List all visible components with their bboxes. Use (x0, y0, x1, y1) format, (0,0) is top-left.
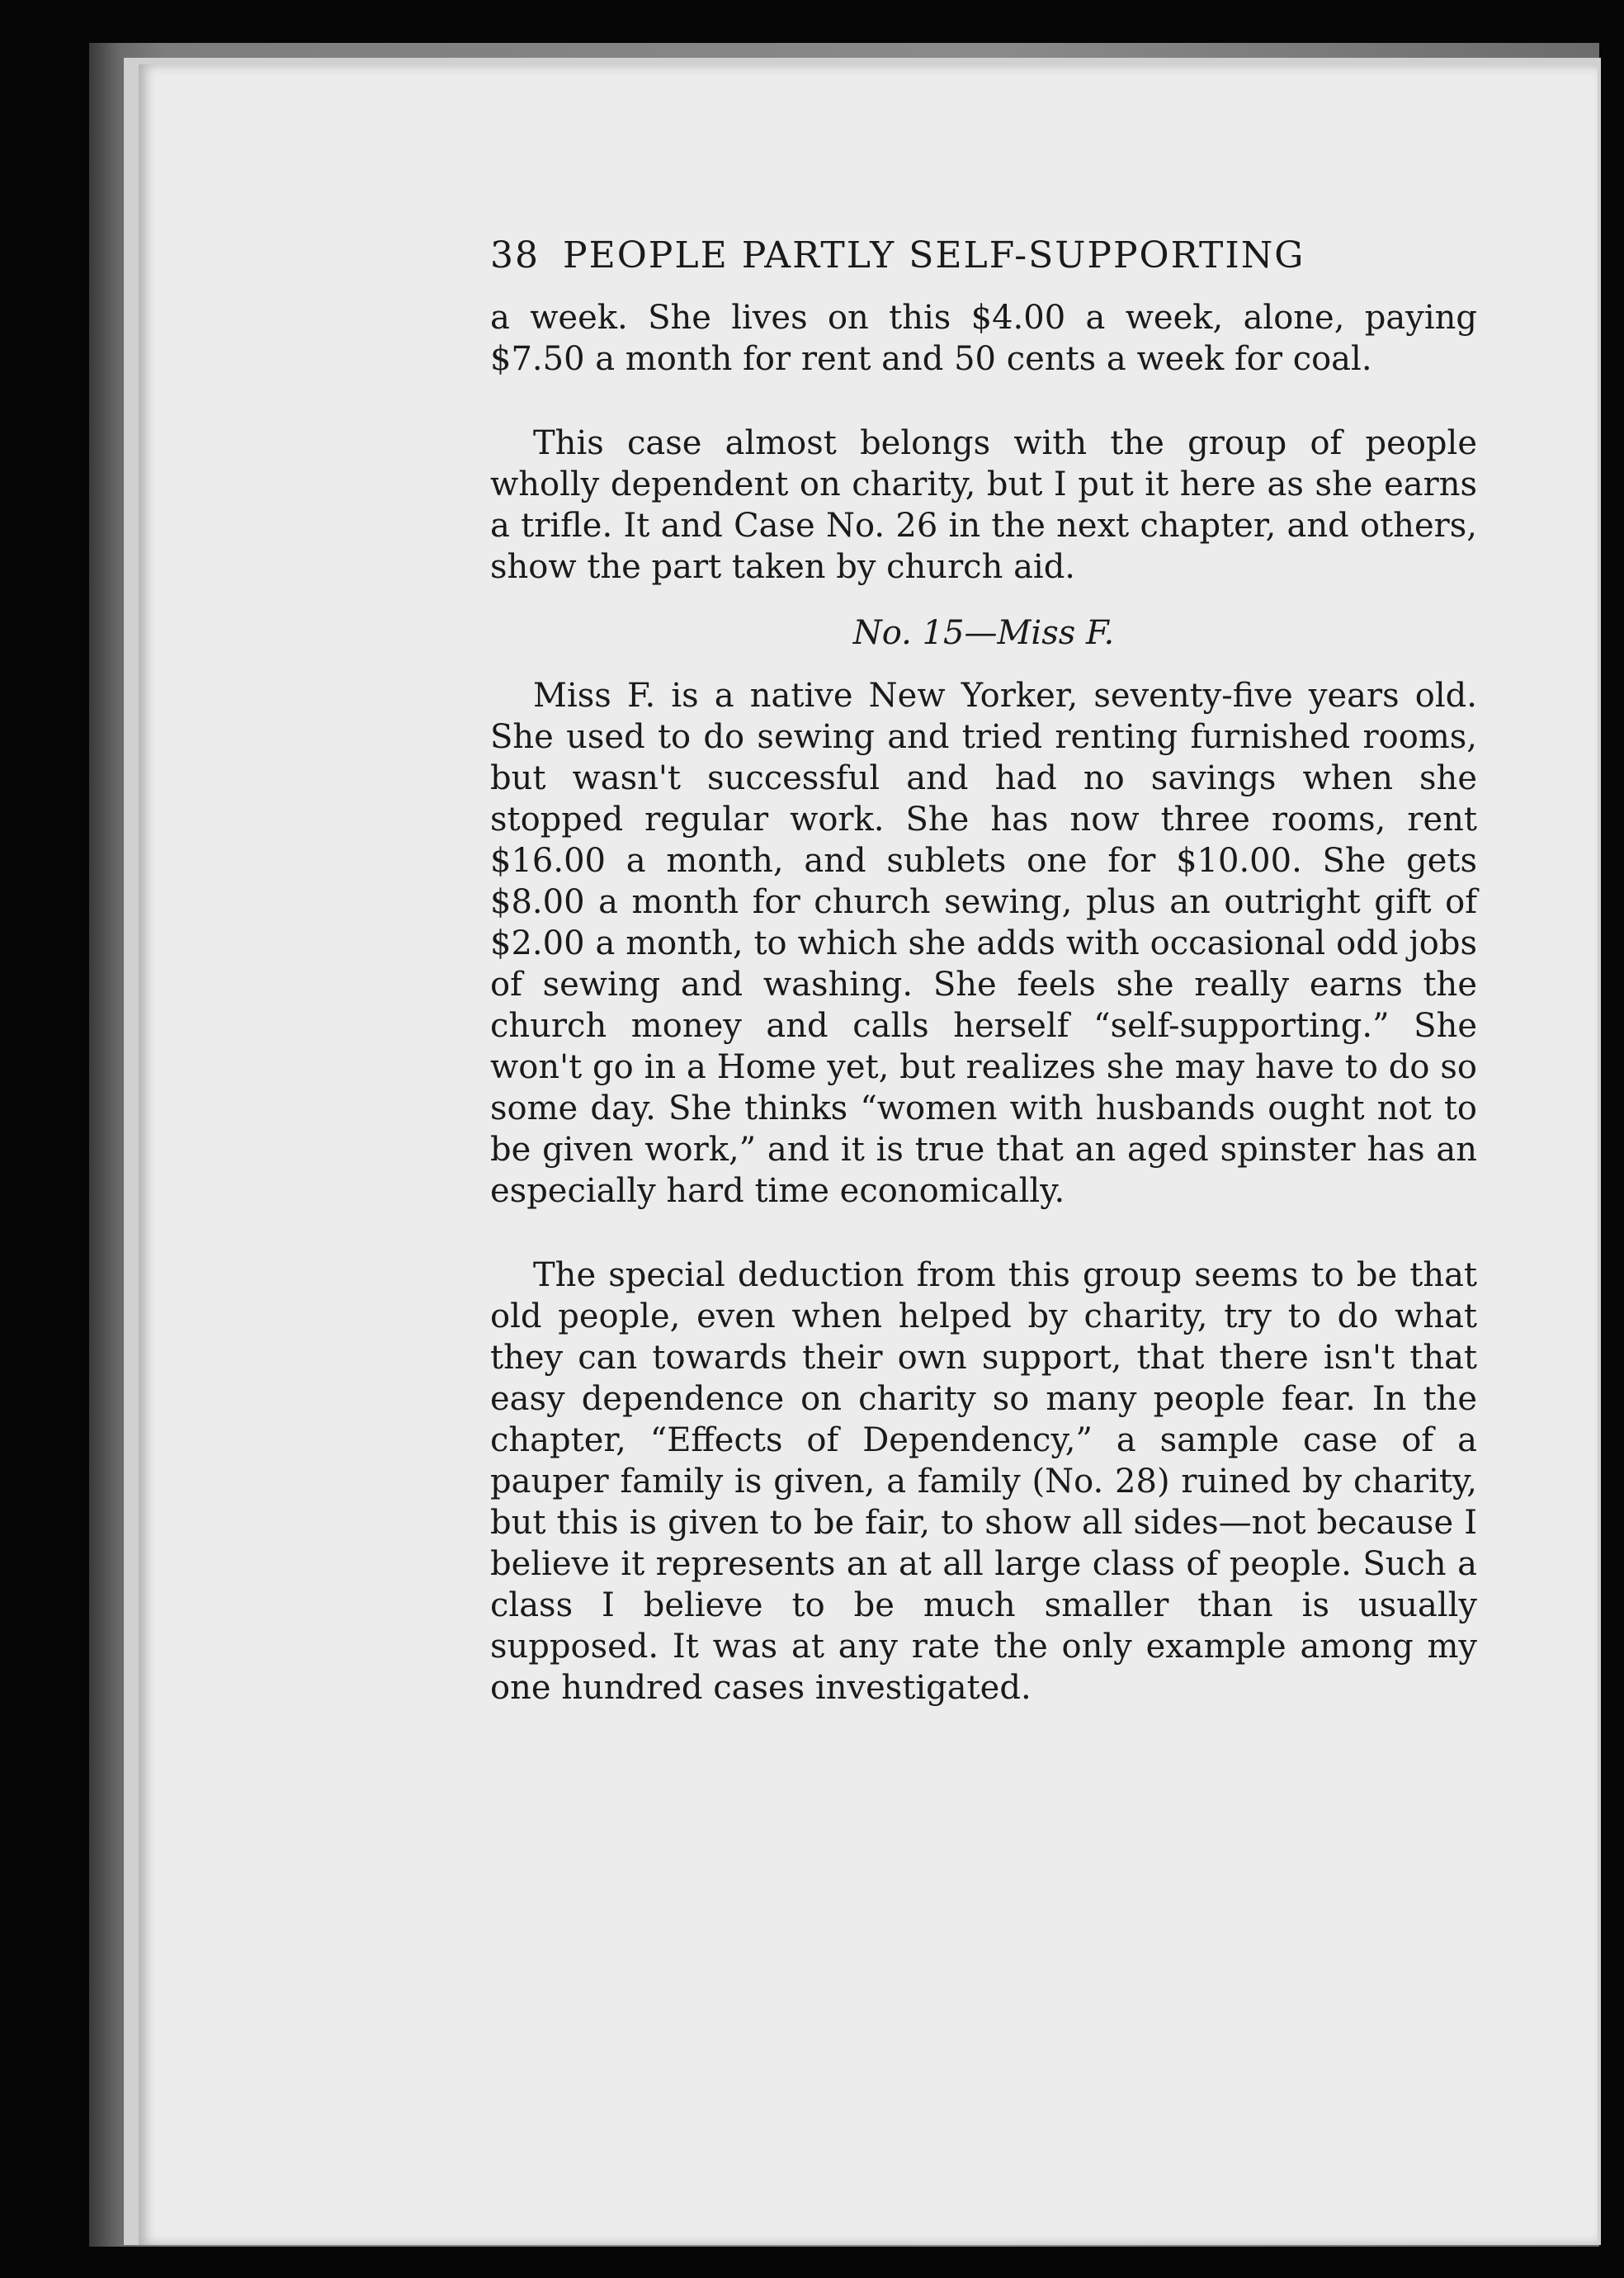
page-content (490, 231, 1477, 1708)
case-heading: No. 15—Miss F. (852, 614, 1115, 652)
running-head-title: PEOPLE PARTLY SELF-SUPPORTING (563, 234, 1305, 276)
page-number: 38 (490, 234, 540, 276)
paragraph-gap (490, 1212, 1477, 1255)
paragraph-gap (490, 380, 1477, 423)
paragraph-church-aid: This case almost belongs with the group of people wholly dependent on charity, but I put it here as she earns a trifle. It and Case No. 26 in the next chapter, and others, show the part taken by church aid. (490, 424, 1477, 586)
paragraph-miss-f: Miss F. is a native New Yorker, seventy-five years old. She used to do sewing and tried renting furnished rooms, but wasn't successful and had no savings when she stopped regular work. She has now three rooms, rent $16.00 a month, and sublets one for $10.00. She gets $8.00 a month for church sewing, plus an outright gift of $2.00 a month, to which she adds with occasional odd jobs of sewing and washing. She feels she really earns the church money and calls herself “self-supporting.” She won't go in a Home yet, but realizes she may have to do so some day. She thinks “women with husbands ought not to be given work,” and it is true that an aged spinster has an especially hard time economically. (490, 677, 1477, 1210)
paragraph-continued: a week. She lives on this $4.00 a week, alone, paying $7.50 a month for rent and 50 cents a week for coal. (490, 299, 1477, 378)
paragraph-deduction: The special deduction from this group seems to be that old people, even when helped by charity, try to do what they can towards their own support, that there isn't that easy dependence on charity so many people fear. In the chapter, “Effects of Dependency,” a sample case of a pauper family is given, a family (No. 28) ruined by charity, but this is given to be fair, to show all sides—not because I believe it represents an at all large class of people. Such a class I believe to be much smaller than is usually supposed. It was at any rate the only example among my one hundred cases investigated. (490, 1256, 1477, 1707)
running-head (490, 231, 1477, 281)
